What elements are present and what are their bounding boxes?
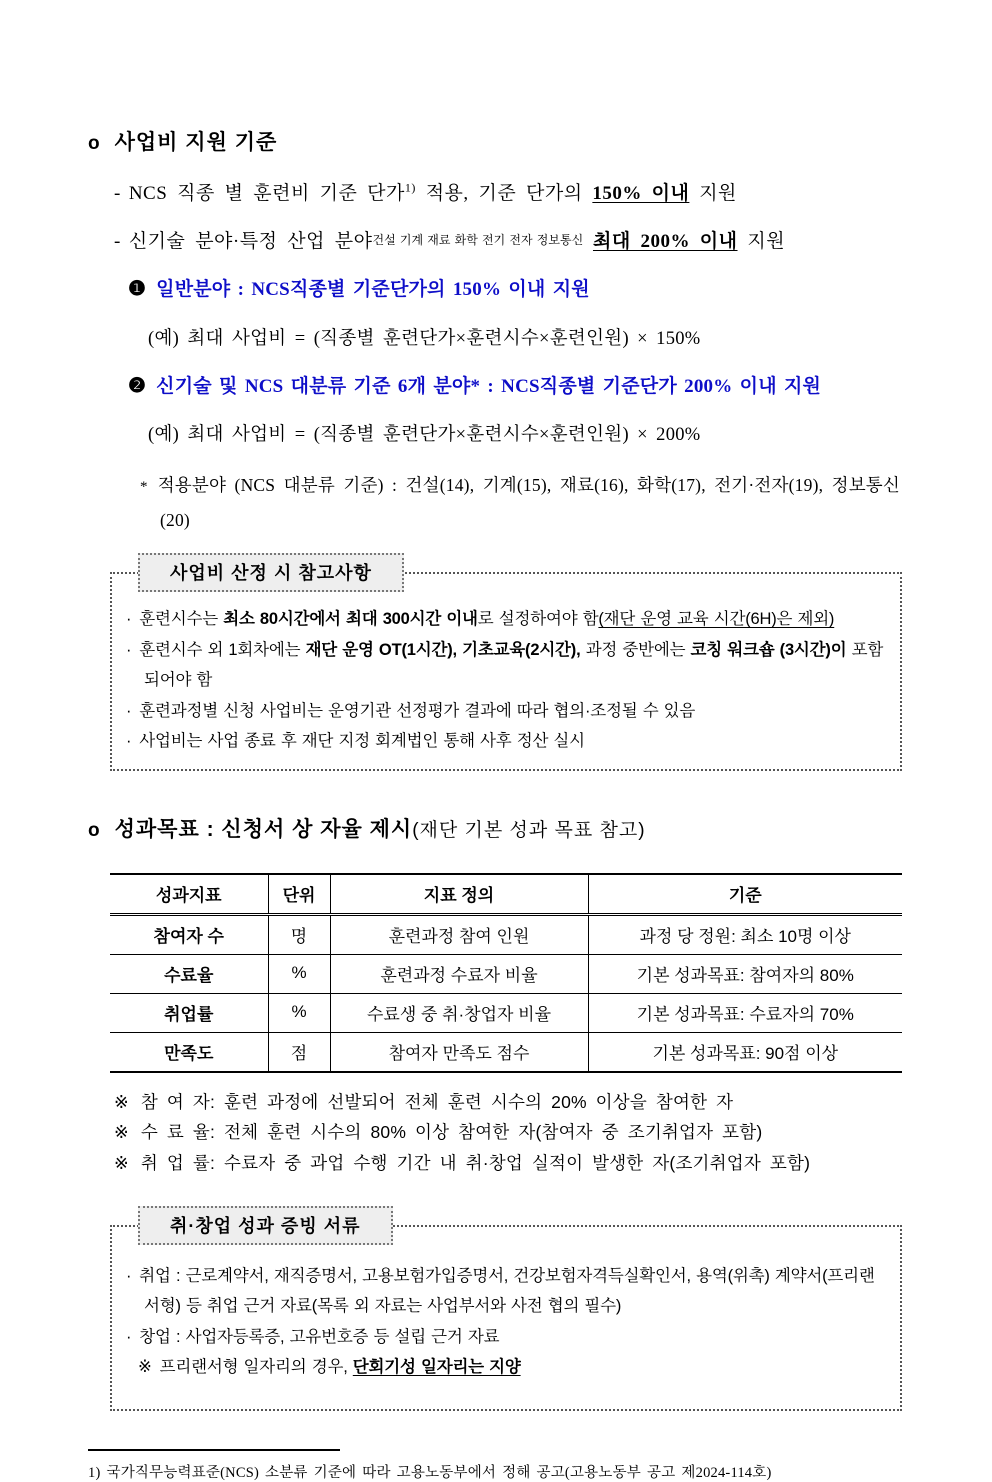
ref-box-item xyxy=(126,696,886,727)
reference-mark: ※ xyxy=(138,1358,152,1377)
footnote xyxy=(88,1461,910,1482)
section2-bullet: o xyxy=(88,819,101,841)
category2-line xyxy=(128,372,910,401)
dot-bullet: · xyxy=(126,701,132,720)
reference-mark: ※ xyxy=(114,1153,129,1174)
example1-line: (예) 최대 사업비 = (직종별 훈련단가×훈련시수×훈련인원) × 150% xyxy=(148,328,701,349)
text-segment: 최소 80시간에서 최대 300시간 이내 xyxy=(223,610,478,629)
proof-box-item xyxy=(126,1352,886,1383)
support-item-newtech xyxy=(114,228,910,256)
col-header-standard: 기준 xyxy=(588,874,902,915)
text-segment: (재단 운영 교육 시간(6H)은 제외) xyxy=(598,610,835,629)
text-segment: 취업 : 근로계약서, 재직증명서, 고용보험가입증명서, 건강보험자격득실확인서, 용역(위촉) 계약서(프리랜서형) 등 취업 근거 자료(목록 외 자료는 사업부서와 사전 협의 필수) xyxy=(139,1266,875,1316)
dot-bullet: · xyxy=(126,1266,132,1285)
proof-box-item-text xyxy=(139,1328,499,1346)
section1-title: 사업비 지원 기준 xyxy=(114,131,278,154)
item2-pre: 신기술 분야·특정 산업 분야 xyxy=(128,230,373,252)
item1-mid: 적용, 기준 단가의 xyxy=(415,183,593,204)
text-segment: 과정 중반에는 xyxy=(580,640,691,659)
cell-unit: 명 xyxy=(268,914,330,954)
text-segment: 프리랜서형 일자리의 경우, xyxy=(159,1358,353,1377)
reference-mark: ※ xyxy=(114,1091,129,1112)
cell-definition: 훈련과정 수료자 비율 xyxy=(330,954,588,993)
text-segment: 훈련시수 외 1회차에는 xyxy=(139,640,306,659)
text-segment: 단회기성 일자리는 지양 xyxy=(352,1358,521,1377)
table-row xyxy=(110,993,902,1032)
text-segment: 창업 : 사업자등록증, 고유번호증 등 설립 근거 자료 xyxy=(139,1327,500,1346)
cell-standard: 과정 당 정원: 최소 10명 이상 xyxy=(588,914,902,954)
table-row xyxy=(110,1032,902,1072)
ref-box-item xyxy=(126,604,886,635)
performance-target-table xyxy=(110,873,902,1073)
ref-box-item xyxy=(126,726,886,757)
applicable-fields-note xyxy=(140,468,910,538)
col-header-unit: 단위 xyxy=(268,874,330,915)
category1-text: 일반분야 : NCS직종별 기준단가의 150% 이내 지원 xyxy=(156,279,590,301)
table-row xyxy=(110,954,902,993)
cell-standard: 기본 성과목표: 수료자의 70% xyxy=(588,993,902,1032)
proof-documents-box-title: 취·창업 성과 증빙 서류 xyxy=(138,1206,393,1245)
ref-box-item-text xyxy=(139,641,883,690)
category1-line xyxy=(128,275,910,304)
note-text: 참 여 자: 훈련 과정에 선발되어 전체 훈련 시수의 20% 이상을 참여한 자 xyxy=(140,1091,734,1112)
col-header-definition: 지표 정의 xyxy=(330,874,588,915)
footnote-marker: 1) xyxy=(88,1464,101,1481)
text-segment: 포함되어야 함 xyxy=(144,640,884,690)
proof-box-item xyxy=(126,1261,886,1322)
text-segment: 코칭 워크숍 (3시간)이 xyxy=(690,640,847,659)
text-segment: 사업비는 사업 종료 후 재단 지정 회계법인 통해 사후 정산 실시 xyxy=(139,732,585,751)
dash-mark: - xyxy=(114,183,121,204)
cell-definition: 수료생 중 취·창업자 비율 xyxy=(330,993,588,1032)
dash-mark: - xyxy=(114,230,121,252)
category2-text: 신기술 및 NCS 대분류 기준 6개 분야* : NCS직종별 기준단가 200% 이내 지원 xyxy=(156,375,822,397)
proof-documents-box xyxy=(110,1215,902,1411)
asterisk-mark: * xyxy=(140,479,148,496)
ref-box-item-text xyxy=(139,702,695,720)
cell-unit: 점 xyxy=(268,1032,330,1072)
section2-title-strong: 성과목표 : 신청서 상 자율 제시 xyxy=(114,817,413,841)
dot-bullet: · xyxy=(126,610,132,629)
proof-box-item xyxy=(126,1322,886,1353)
section2-title xyxy=(115,813,646,843)
budget-reference-box-body xyxy=(110,572,902,771)
cell-unit: % xyxy=(268,993,330,1032)
dot-bullet: · xyxy=(126,732,132,751)
support-item-ncs xyxy=(114,180,910,208)
item2-post: 지원 xyxy=(737,230,786,252)
section1-heading xyxy=(88,126,910,156)
footnote-text: 국가직무능력표준(NCS) 소분류 기준에 따라 고용노동부에서 정해 공고(고용노동부 공고 제2024-114호) xyxy=(106,1464,772,1481)
table-header-row xyxy=(110,874,902,915)
applicable-fields-text: 적용분야 (NCS 대분류 기준) : 건설(14), 기계(15), 재료(16), 화학(17), 전기·전자(19), 정보통신(20) xyxy=(157,475,901,531)
dot-bullet: · xyxy=(126,1327,132,1346)
cell-indicator: 취업률 xyxy=(110,993,268,1032)
proof-box-item-text xyxy=(139,1267,874,1316)
item1-emphasis: 150% 이내 xyxy=(592,183,690,204)
circled-1-icon: ❶ xyxy=(128,278,147,301)
example2-line: (예) 최대 사업비 = (직종별 훈련단가×훈련시수×훈련인원) × 200% xyxy=(148,425,701,446)
cell-definition: 참여자 만족도 점수 xyxy=(330,1032,588,1072)
ref-box-item xyxy=(126,635,886,696)
definition-note-completion xyxy=(114,1117,910,1148)
item1-pre: NCS 직종 별 훈련비 기준 단가 xyxy=(128,183,405,204)
cell-unit: % xyxy=(268,954,330,993)
footnote-ref-marker: 1) xyxy=(404,180,416,195)
cell-indicator: 참여자 수 xyxy=(110,914,268,954)
item2-small-fields: 건설 기계 재료 화학 전기 전자 정보통신 xyxy=(372,232,584,247)
proof-box-item-text xyxy=(160,1358,521,1376)
col-header-indicator: 성과지표 xyxy=(110,874,268,915)
text-segment: 재단 운영 OT(1시간), 기초교육(2시간), xyxy=(305,640,581,659)
section2-heading xyxy=(88,813,910,843)
item1-post: 지원 xyxy=(689,183,737,204)
ref-box-item-text xyxy=(139,732,585,750)
text-segment: 로 설정하여야 함 xyxy=(477,610,599,629)
item2-emphasis: 최대 200% 이내 xyxy=(592,230,738,252)
section1-bullet: o xyxy=(88,133,101,154)
dot-bullet: · xyxy=(126,640,132,659)
text-segment: 훈련시수는 xyxy=(139,610,224,629)
note-text: 취 업 률: 수료자 중 과업 수행 기간 내 취·창업 실적이 발생한 자(조기취업자 포함) xyxy=(140,1153,811,1174)
section2-title-rest: (재단 기본 성과 목표 참고) xyxy=(412,819,646,841)
cell-definition: 훈련과정 참여 인원 xyxy=(330,914,588,954)
cell-standard: 기본 성과목표: 90점 이상 xyxy=(588,1032,902,1072)
budget-reference-box-title: 사업비 산정 시 참고사항 xyxy=(138,553,404,592)
proof-documents-box-body xyxy=(110,1225,902,1411)
reference-mark: ※ xyxy=(114,1122,129,1143)
definition-note-participant xyxy=(114,1087,910,1118)
cell-indicator: 만족도 xyxy=(110,1032,268,1072)
table-row xyxy=(110,914,902,954)
cell-indicator: 수료율 xyxy=(110,954,268,993)
definition-note-employment xyxy=(114,1148,910,1179)
circled-2-icon: ❷ xyxy=(128,374,147,397)
text-segment: 훈련과정별 신청 사업비는 운영기관 선정평가 결과에 따라 협의·조정될 수 있음 xyxy=(139,701,696,720)
footnote-separator xyxy=(88,1449,340,1451)
budget-reference-box xyxy=(110,563,902,771)
cell-standard: 기본 성과목표: 참여자의 80% xyxy=(588,954,902,993)
note-text: 수 료 율: 전체 훈련 시수의 80% 이상 참여한 자(참여자 중 조기취업자 포함) xyxy=(140,1122,763,1143)
ref-box-item-text xyxy=(139,610,834,628)
